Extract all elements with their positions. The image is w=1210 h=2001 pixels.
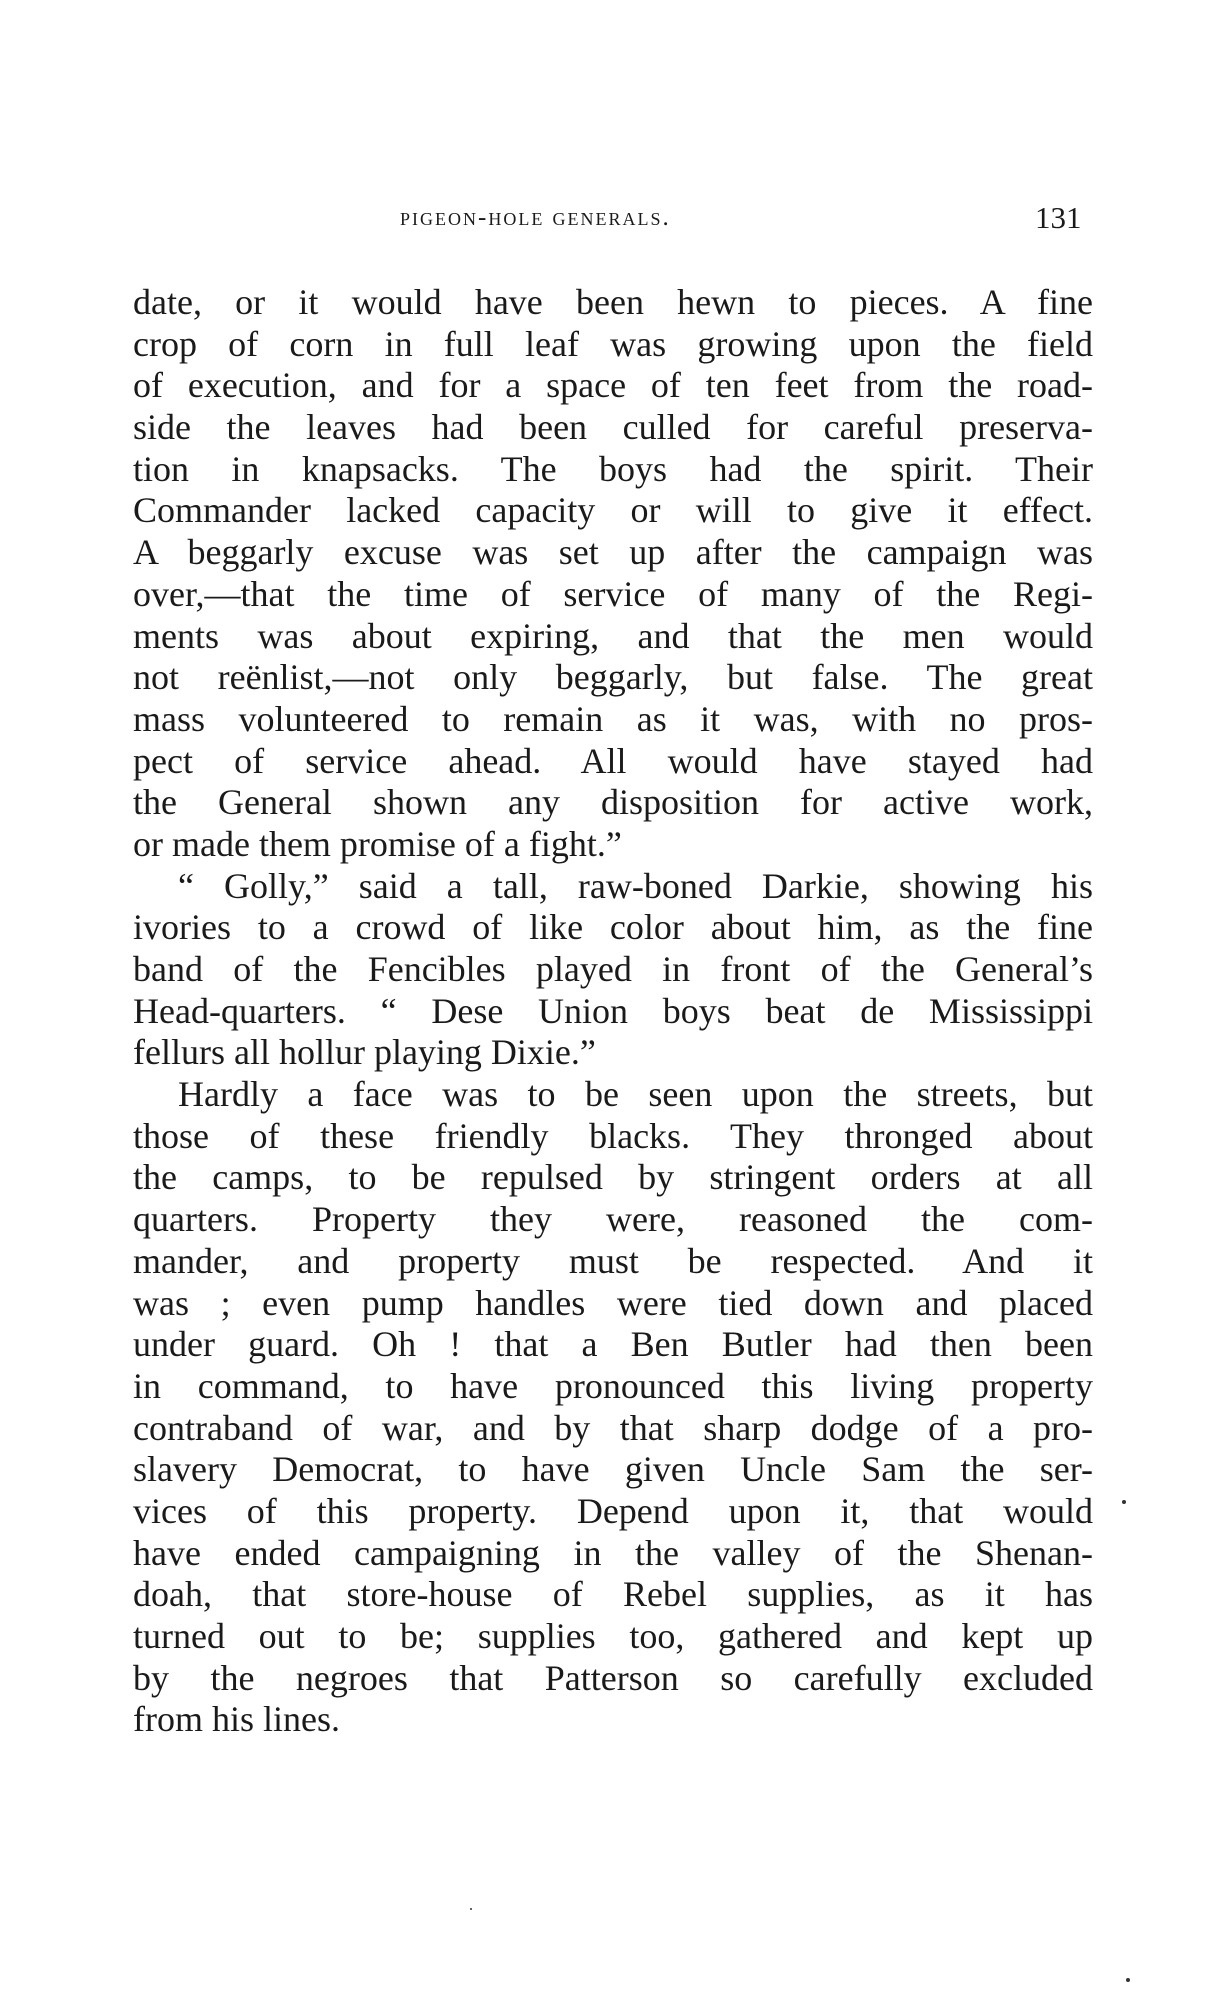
text-line: by the negroes that Patterson so carefully excluded xyxy=(133,1657,1093,1698)
running-head xyxy=(0,198,1210,238)
text-line: crop of corn in full leaf was growing upon the field xyxy=(133,323,1093,364)
text-line: was ; even pump handles were tied down and placed xyxy=(133,1282,1093,1323)
text-line: pect of service ahead. All would have stayed had xyxy=(133,740,1093,781)
text-line: quarters. Property they were, reasoned the com- xyxy=(133,1199,1093,1240)
text-line: have ended campaigning in the valley of the Shenan- xyxy=(133,1532,1093,1573)
text-line: ivories to a crowd of like color about him, as the fine xyxy=(133,907,1093,948)
scan-speck xyxy=(1126,1978,1130,1982)
text-line: from his lines. xyxy=(133,1699,340,1740)
text-line: band of the Fencibles played in front of the General’s xyxy=(133,949,1093,989)
text-line: tion in knapsacks. The boys had the spirit. Their xyxy=(133,448,1093,489)
text-line: contraband of war, and by that sharp dodge of a pro- xyxy=(133,1407,1093,1448)
text-line: mander, and property must be respected. And it xyxy=(133,1240,1093,1281)
text-line: date, or it would have been hewn to pieces. A fine xyxy=(133,282,1093,322)
text-line: fellurs all hollur playing Dixie.” xyxy=(133,1032,596,1073)
running-title: pigeon-hole generals. xyxy=(400,204,671,231)
text-line: vices of this property. Depend upon it, that would xyxy=(133,1490,1093,1531)
text-line: under guard. Oh ! that a Ben Butler had then been xyxy=(133,1324,1093,1365)
scan-speck xyxy=(1122,1500,1126,1504)
text-line: mass volunteered to remain as it was, with no pros- xyxy=(133,698,1093,739)
text-line: or made them promise of a fight.” xyxy=(133,823,622,864)
scan-speck xyxy=(470,1908,472,1910)
text-line: not reënlist,—not only beggarly, but false. The great xyxy=(133,657,1093,698)
text-line: over,—that the time of service of many of the Regi- xyxy=(133,573,1093,614)
text-line: in command, to have pronounced this living property xyxy=(133,1365,1093,1406)
text-line: A beggarly excuse was set up after the campaign was xyxy=(133,532,1093,573)
body-text xyxy=(133,282,1093,1741)
text-line: the camps, to be repulsed by stringent orders at all xyxy=(133,1157,1093,1198)
text-line: turned out to be; supplies too, gathered and kept up xyxy=(133,1616,1093,1656)
page-number: 131 xyxy=(1035,200,1082,235)
text-line: slavery Democrat, to have given Uncle Sam the ser- xyxy=(133,1449,1093,1490)
text-line: Commander lacked capacity or will to give it effect. xyxy=(133,490,1093,531)
text-line: side the leaves had been culled for careful preserva- xyxy=(133,407,1093,448)
text-line: those of these friendly blacks. They thronged about xyxy=(133,1115,1093,1156)
text-line: ments was about expiring, and that the men would xyxy=(133,615,1093,656)
text-line: of execution, and for a space of ten feet from the road- xyxy=(133,365,1093,406)
text-line: “ Golly,” said a tall, raw-boned Darkie, showing his xyxy=(178,865,1093,906)
text-line: the General shown any disposition for active work, xyxy=(133,782,1093,823)
text-line: doah, that store-house of Rebel supplies, as it has xyxy=(133,1574,1093,1615)
text-line: Head-quarters. “ Dese Union boys beat de Mississippi xyxy=(133,990,1093,1031)
text-line: Hardly a face was to be seen upon the streets, but xyxy=(178,1074,1093,1115)
